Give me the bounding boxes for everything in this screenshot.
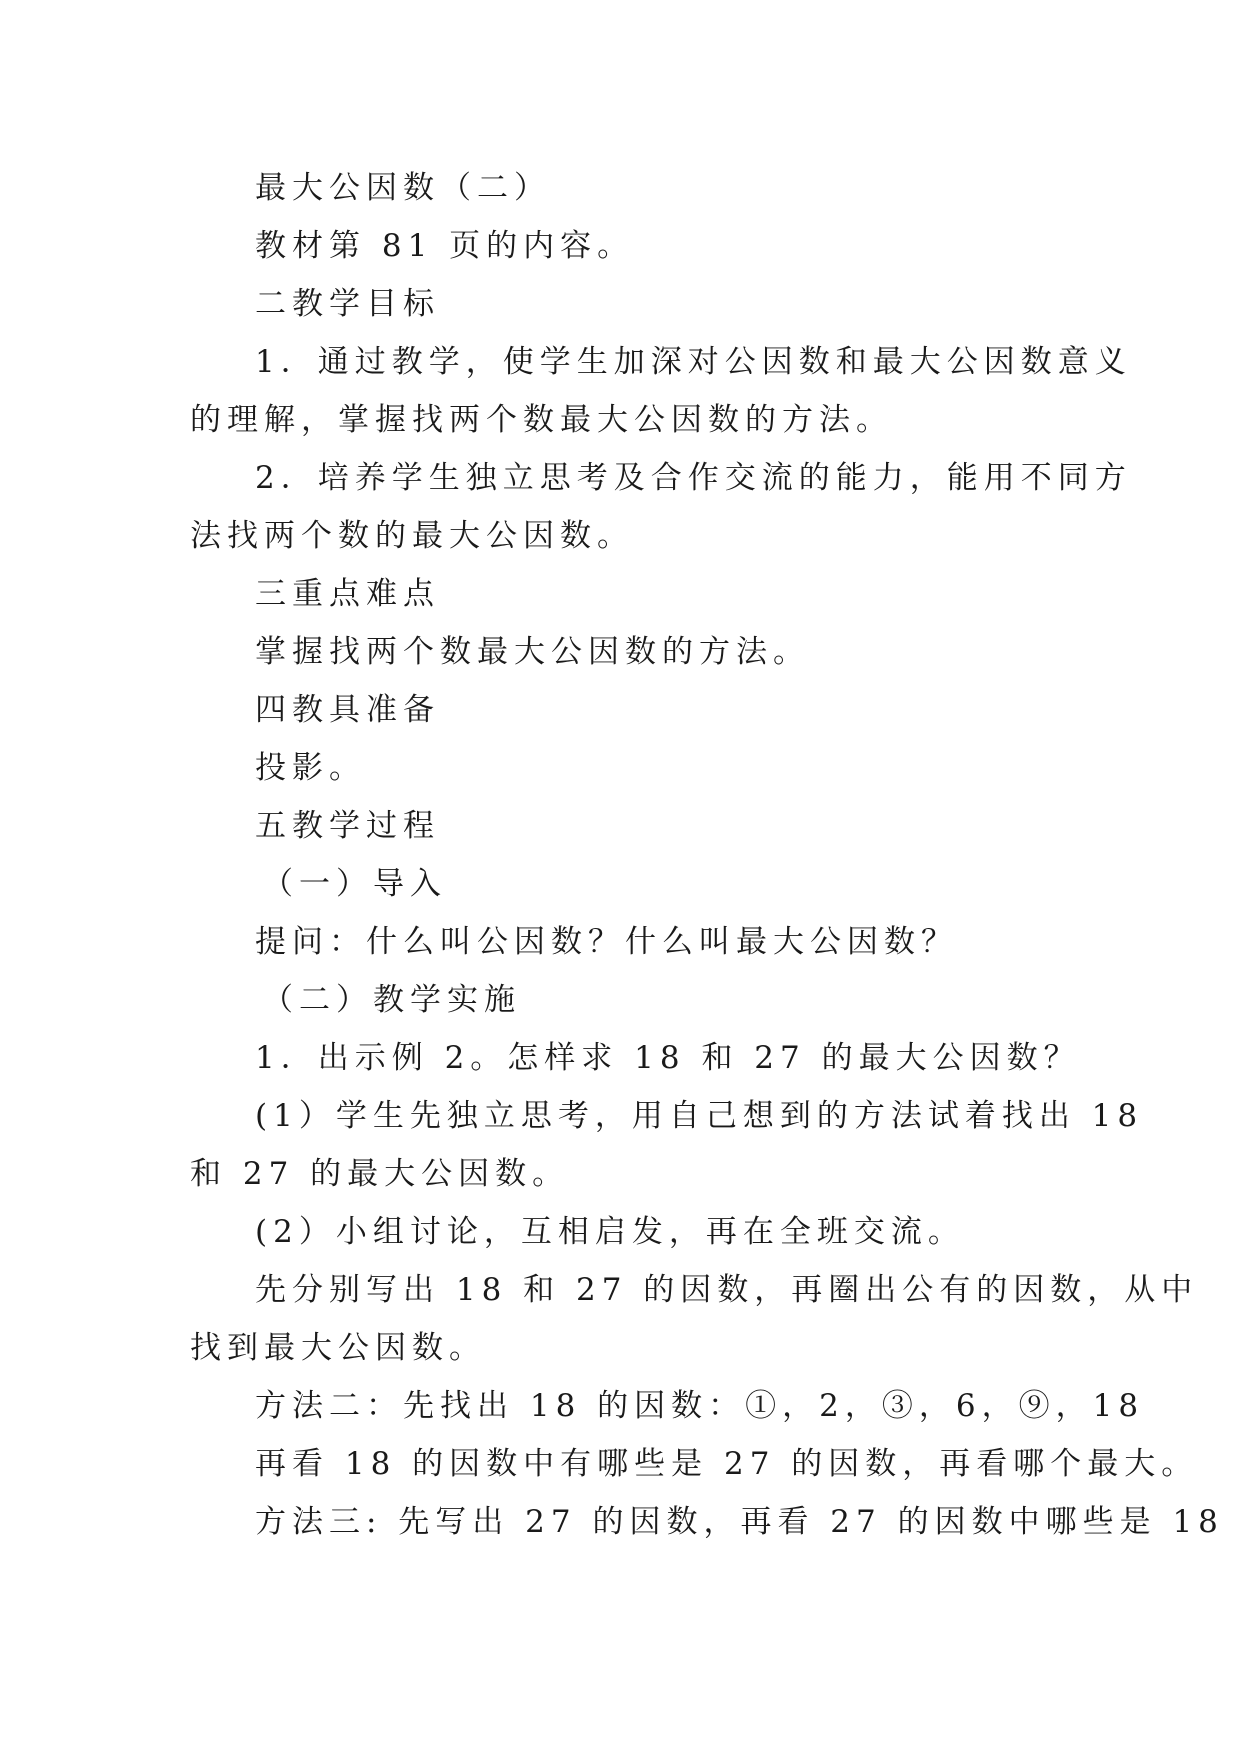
method-1-line-1: 先分别写出 18 和 27 的因数，再圈出公有的因数，从中 xyxy=(255,1272,1199,1308)
step-1-line-2: 和 27 的最大公因数。 xyxy=(190,1156,570,1192)
subsection-introduction: （一）导入 xyxy=(262,866,447,902)
key-point-text: 掌握找两个数最大公因数的方法。 xyxy=(255,634,810,670)
step-1-line-1: (1）学生先独立思考，用自己想到的方法试着找出 18 xyxy=(255,1098,1144,1134)
question-text: 提问：什么叫公因数？什么叫最大公因数？ xyxy=(255,924,958,960)
section-heading-materials: 四教具准备 xyxy=(255,692,440,728)
example-2-text: 1．出示例 2。怎样求 18 和 27 的最大公因数？ xyxy=(255,1040,1081,1076)
section-heading-objectives: 二教学目标 xyxy=(255,286,440,322)
method-3-line-1: 方法三: 先写出 27 的因数，再看 27 的因数中哪些是 18 xyxy=(255,1504,1224,1540)
section-heading-key-points: 三重点难点 xyxy=(255,576,440,612)
objective-2-line-1: 2．培养学生独立思考及合作交流的能力，能用不同方 xyxy=(255,460,1132,496)
step-2-text: (2）小组讨论，互相启发，再在全班交流。 xyxy=(255,1214,965,1250)
section-heading-process: 五教学过程 xyxy=(255,808,440,844)
teaching-content: 教材第 81 页的内容。 xyxy=(255,228,635,264)
method-2-line-1: 方法二：先找出 18 的因数：①，2，③，6，⑨，18 xyxy=(255,1388,1145,1424)
subsection-implementation: （二）教学实施 xyxy=(262,982,521,1018)
method-2-line-2: 再看 18 的因数中有哪些是 27 的因数，再看哪个最大。 xyxy=(255,1446,1199,1482)
objective-1-line-1: 1．通过教学，使学生加深对公因数和最大公因数意义 xyxy=(255,344,1132,380)
materials-text: 投影。 xyxy=(255,750,366,786)
objective-1-line-2: 的理解，掌握找两个数最大公因数的方法。 xyxy=(190,402,893,438)
lesson-title: 最大公因数（二） xyxy=(255,170,551,206)
objective-2-line-2: 法找两个数的最大公因数。 xyxy=(190,518,634,554)
method-1-line-2: 找到最大公因数。 xyxy=(190,1330,486,1366)
